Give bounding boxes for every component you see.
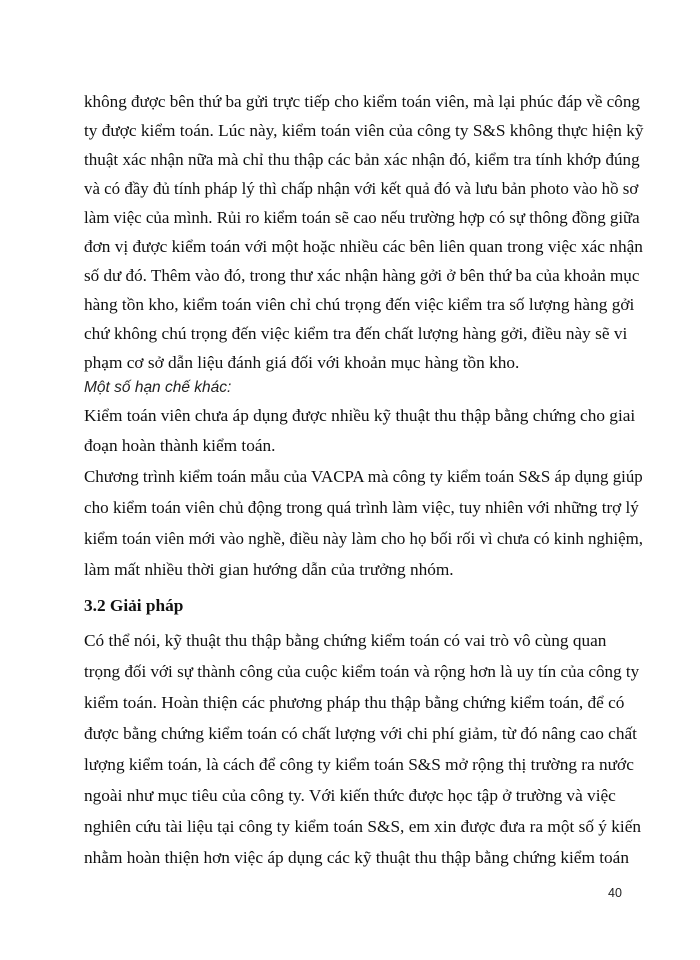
text-line: chứ không chú trọng đến việc kiểm tra đến chất lượng hàng gởi, điều này sẽ vi xyxy=(84,324,628,343)
text-line: kiểm toán viên mới vào nghề, điều này làm cho họ bối rối vì chưa có kinh nghiệm, xyxy=(84,529,643,548)
text-line: Chương trình kiểm toán mẫu của VACPA mà công ty kiểm toán S&S áp dụng giúp xyxy=(84,467,643,486)
text-line: và có đầy đủ tính pháp lý thì chấp nhận với kết quả đó và lưu bản photo vào hồ sơ xyxy=(84,179,639,198)
text-line: số dư đó. Thêm vào đó, trong thư xác nhận hàng gởi ở bên thứ ba của khoản mục xyxy=(84,266,640,285)
text-line: kiểm toán. Hoàn thiện các phương pháp thu thập bằng chứng kiểm toán, để có xyxy=(84,693,625,712)
text-line: Có thể nói, kỹ thuật thu thập bằng chứng kiểm toán có vai trò vô cùng quan xyxy=(84,631,607,650)
text-line: làm việc của mình. Rủi ro kiểm toán sẽ cao nếu trường hợp có sự thông đồng giữa xyxy=(84,208,640,227)
text-line: lượng kiểm toán, là cách để công ty kiểm toán S&S mở rộng thị trường ra nước xyxy=(84,755,634,774)
text-line: thuật xác nhận nữa mà chỉ thu thập các bản xác nhận đó, kiểm tra tính khớp đúng xyxy=(84,150,640,169)
text-line: Kiểm toán viên chưa áp dụng được nhiều kỹ thuật thu thập bằng chứng cho giai xyxy=(84,406,636,425)
text-line: cho kiểm toán viên chủ động trong quá trình làm việc, tuy nhiên với những trợ lý xyxy=(84,498,639,517)
text-line: đơn vị được kiểm toán với một hoặc nhiều các bên liên quan trong việc xác nhận xyxy=(84,237,643,256)
text-line: được bằng chứng kiểm toán có chất lượng với chi phí giảm, từ đó nâng cao chất xyxy=(84,724,637,743)
text-line: không được bên thứ ba gửi trực tiếp cho kiểm toán viên, mà lại phúc đáp về công xyxy=(84,92,640,111)
text-line: nhằm hoàn thiện hơn việc áp dụng các kỹ thuật thu thập bằng chứng kiểm toán xyxy=(84,848,629,867)
text-line: trọng đối với sự thành công của cuộc kiểm toán và rộng hơn là uy tín của công ty xyxy=(84,662,640,681)
text-line: phạm cơ sở dẫn liệu đánh giá đối với khoản mục hàng tồn kho. xyxy=(84,353,520,372)
text-line: làm mất nhiều thời gian hướng dẫn của trưởng nhóm. xyxy=(84,560,454,579)
text-line: ty được kiểm toán. Lúc này, kiểm toán viên của công ty S&S không thực hiện kỹ xyxy=(84,121,644,140)
subsection-label: Một số hạn chế khác: xyxy=(84,379,232,396)
page-number: 40 xyxy=(608,886,622,900)
text-line: hàng tồn kho, kiểm toán viên chỉ chú trọng đến việc kiểm tra số lượng hàng gởi xyxy=(84,295,635,314)
text-line: nghiên cứu tài liệu tại công ty kiểm toán S&S, em xin được đưa ra một số ý kiến xyxy=(84,817,642,836)
text-line: ngoài như mục tiêu của công ty. Với kiến thức được học tập ở trường và việc xyxy=(84,786,616,805)
section-heading: 3.2 Giải pháp xyxy=(84,596,184,615)
text-line: đoạn hoàn thành kiểm toán. xyxy=(84,436,276,455)
